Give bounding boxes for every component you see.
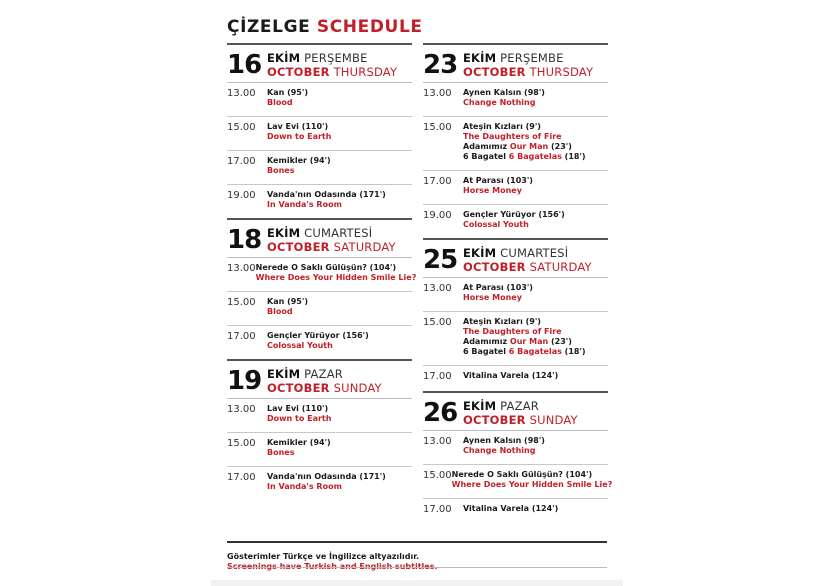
screening-time: 13.00 — [227, 263, 256, 274]
weekday-english: SATURDAY — [529, 260, 592, 274]
month-english: OCTOBER — [267, 381, 330, 395]
film-title-english: Our Man — [509, 337, 549, 346]
screening-row — [227, 258, 417, 292]
screening-row — [227, 83, 412, 117]
screening-time: 15.00 — [227, 122, 256, 133]
film-title-english: Change Nothing — [463, 446, 536, 455]
day-label-turkish — [267, 51, 397, 65]
screening-row — [423, 171, 608, 205]
day-label-english — [267, 240, 396, 254]
screening-time: 15.00 — [423, 470, 452, 481]
weekday-english: THURSDAY — [333, 65, 398, 79]
screening-time: 17.00 — [227, 472, 256, 483]
film-line — [267, 438, 331, 448]
film-line — [463, 347, 586, 357]
month-english: OCTOBER — [267, 240, 330, 254]
film-line — [267, 404, 331, 414]
day-label-turkish — [267, 367, 382, 381]
month-english: OCTOBER — [463, 65, 526, 79]
screening-row — [227, 326, 412, 359]
film-title-english: Horse Money — [463, 186, 522, 195]
left-column — [227, 43, 417, 500]
film-line — [267, 88, 308, 98]
screening-films — [463, 371, 558, 383]
footer-note-english: Screenings have Turkish and English subtitles. — [227, 562, 438, 571]
month-turkish: EKİM — [267, 226, 301, 240]
weekday-english: SUNDAY — [529, 413, 578, 427]
film-title-turkish: Vanda'nın Odasında (171') — [267, 190, 386, 199]
film-line — [463, 337, 586, 347]
bottom-band — [211, 580, 623, 586]
film-title-turkish: At Parası (103') — [463, 176, 533, 185]
day-label-english — [463, 260, 592, 274]
film-line — [463, 446, 545, 456]
film-line — [267, 200, 386, 210]
day-block — [423, 238, 608, 391]
screening-row — [423, 312, 608, 366]
film-title-turkish: Aynen Kalsın (98') — [463, 88, 545, 97]
film-line — [463, 176, 533, 186]
screening-time: 13.00 — [423, 88, 452, 99]
film-line — [463, 220, 565, 230]
film-line — [267, 122, 331, 132]
film-title-turkish: Vanda'nın Odasında (171') — [267, 472, 386, 481]
film-line — [463, 210, 565, 220]
film-line — [452, 480, 613, 490]
day-labels — [463, 397, 578, 427]
day-label-english — [267, 65, 397, 79]
day-number: 16 — [227, 50, 262, 80]
screening-time: 13.00 — [227, 88, 256, 99]
screening-row — [423, 366, 608, 391]
film-line — [256, 273, 417, 283]
film-title-english: Where Does Your Hidden Smile Lie? — [255, 273, 417, 282]
screening-films — [267, 88, 308, 108]
film-line — [463, 142, 586, 152]
film-title-turkish: Ateşin Kızları (9') — [463, 122, 541, 131]
screening-films — [463, 176, 533, 196]
film-line — [267, 297, 308, 307]
screening-films — [267, 472, 386, 492]
day-header — [423, 240, 608, 278]
film-line — [463, 283, 533, 293]
film-title-english: Our Man — [509, 142, 549, 151]
screening-time: 17.00 — [423, 371, 452, 382]
day-block — [423, 43, 608, 238]
film-line — [267, 156, 331, 166]
screening-films — [267, 297, 308, 317]
film-title-turkish: 6 Bagatel — [463, 347, 509, 356]
weekday-turkish: PAZAR — [500, 399, 539, 413]
day-number: 25 — [423, 245, 458, 275]
day-label-turkish — [463, 246, 592, 260]
screening-time: 17.00 — [423, 504, 452, 515]
screening-row — [227, 433, 412, 467]
month-turkish: EKİM — [463, 246, 497, 260]
film-title-turkish: Ateşin Kızları (9') — [463, 317, 541, 326]
month-english: OCTOBER — [463, 413, 526, 427]
day-labels — [267, 365, 382, 395]
day-number: 23 — [423, 50, 458, 80]
day-header — [423, 393, 608, 431]
day-label-english — [267, 381, 382, 395]
screening-films — [463, 504, 558, 516]
screening-row — [423, 278, 608, 312]
film-line — [267, 132, 331, 142]
film-line — [267, 190, 386, 200]
day-labels — [463, 244, 592, 274]
day-number: 19 — [227, 366, 262, 396]
film-duration: (18') — [561, 347, 586, 356]
weekday-turkish: CUMARTESİ — [500, 246, 569, 260]
weekday-turkish: PERŞEMBE — [304, 51, 368, 65]
film-title-turkish: Vitalina Varela (124') — [463, 504, 559, 513]
day-block — [423, 391, 613, 524]
day-block — [227, 218, 417, 359]
film-title-turkish: Kan (95') — [267, 297, 308, 306]
screening-time: 17.00 — [227, 331, 256, 342]
screening-row — [423, 205, 608, 238]
screening-films — [256, 263, 417, 283]
screening-time: 19.00 — [227, 190, 256, 201]
screening-time: 15.00 — [423, 317, 452, 328]
screening-row — [423, 117, 608, 171]
weekday-english: SATURDAY — [333, 240, 396, 254]
weekday-turkish: PERŞEMBE — [500, 51, 564, 65]
film-title-turkish: Kemikler (94') — [267, 156, 331, 165]
film-title-english: In Vanda's Room — [267, 482, 342, 491]
film-line — [267, 472, 386, 482]
month-turkish: EKİM — [463, 51, 497, 65]
film-title-turkish: Aynen Kalsın (98') — [463, 436, 545, 445]
day-number: 18 — [227, 225, 262, 255]
film-title-turkish: 6 Bagatel — [463, 152, 509, 161]
film-line — [267, 341, 369, 351]
day-labels — [267, 224, 396, 254]
day-labels — [267, 49, 397, 79]
right-column — [423, 43, 613, 524]
screening-time: 19.00 — [423, 210, 452, 221]
screening-row — [423, 499, 608, 524]
screening-films — [267, 404, 331, 424]
screening-row — [227, 185, 412, 218]
film-line — [463, 293, 533, 303]
screening-row — [227, 117, 412, 151]
film-line — [256, 263, 417, 273]
film-title-english: 6 Bagatelas — [508, 347, 562, 356]
film-title-english: Colossal Youth — [267, 341, 333, 350]
film-line — [267, 307, 308, 317]
schedule-page — [227, 14, 613, 571]
screening-row — [227, 292, 412, 326]
film-title-english: Change Nothing — [463, 98, 536, 107]
film-title-turkish: At Parası (103') — [463, 283, 533, 292]
film-line — [463, 152, 586, 162]
day-label-english — [463, 413, 578, 427]
film-title-english: Where Does Your Hidden Smile Lie? — [451, 480, 613, 489]
screening-films — [267, 331, 369, 351]
film-line — [452, 470, 613, 480]
film-line — [267, 448, 331, 458]
film-title-english: Bones — [267, 448, 295, 457]
screening-time: 15.00 — [227, 438, 256, 449]
screening-films — [463, 436, 545, 456]
film-title-turkish: Gençler Yürüyor (156') — [463, 210, 565, 219]
screening-time: 13.00 — [423, 283, 452, 294]
title-turkish: ÇİZELGE — [227, 17, 311, 37]
screening-films — [267, 122, 331, 142]
day-header — [227, 45, 412, 83]
film-line — [463, 327, 586, 337]
screening-time: 15.00 — [423, 122, 452, 133]
film-title-english: Down to Earth — [267, 132, 332, 141]
day-block — [227, 359, 412, 500]
screening-films — [267, 438, 331, 458]
month-turkish: EKİM — [267, 367, 301, 381]
day-header — [227, 220, 412, 258]
screening-films — [463, 283, 533, 303]
film-duration: (18') — [561, 152, 586, 161]
screening-row — [227, 151, 412, 185]
film-line — [463, 504, 558, 514]
film-title-turkish: Vitalina Varela (124') — [463, 371, 559, 380]
film-title-turkish: Kan (95') — [267, 88, 308, 97]
month-english: OCTOBER — [267, 65, 330, 79]
title-english: SCHEDULE — [316, 17, 423, 37]
film-line — [267, 166, 331, 176]
film-title-turkish: Nerede O Saklı Gülüşün? (104') — [451, 470, 593, 479]
weekday-turkish: CUMARTESİ — [304, 226, 373, 240]
screening-films — [463, 122, 586, 162]
day-number: 26 — [423, 398, 458, 428]
film-title-turkish: Adamımız — [463, 142, 510, 151]
film-title-english: Blood — [267, 98, 293, 107]
film-line — [463, 371, 558, 381]
day-block — [227, 43, 412, 218]
film-title-english: Down to Earth — [267, 414, 332, 423]
screening-time: 17.00 — [423, 176, 452, 187]
film-line — [463, 88, 545, 98]
day-header — [423, 45, 608, 83]
film-line — [267, 414, 331, 424]
screening-films — [267, 156, 331, 176]
page-title — [227, 14, 607, 40]
screening-films — [463, 88, 545, 108]
film-line — [267, 482, 386, 492]
film-title-turkish: Lav Evi (110') — [267, 122, 329, 131]
film-title-english: Blood — [267, 307, 293, 316]
screening-row — [227, 399, 412, 433]
film-title-english: Bones — [267, 166, 295, 175]
month-turkish: EKİM — [267, 51, 301, 65]
weekday-english: THURSDAY — [529, 65, 594, 79]
screening-time: 13.00 — [227, 404, 256, 415]
film-title-turkish: Lav Evi (110') — [267, 404, 329, 413]
screening-row — [423, 83, 608, 117]
day-header — [227, 361, 412, 399]
weekday-turkish: PAZAR — [304, 367, 343, 381]
film-line — [463, 186, 533, 196]
screening-time: 17.00 — [227, 156, 256, 167]
day-label-turkish — [463, 51, 593, 65]
film-title-turkish: Kemikler (94') — [267, 438, 331, 447]
screening-films — [452, 470, 613, 490]
film-duration: (23') — [548, 337, 572, 346]
film-line — [463, 132, 586, 142]
film-duration: (23') — [548, 142, 572, 151]
film-title-english: The Daughters of Fire — [463, 327, 562, 336]
film-line — [267, 98, 308, 108]
film-title-english: Colossal Youth — [463, 220, 529, 229]
film-title-turkish: Gençler Yürüyor (156') — [267, 331, 369, 340]
film-title-english: Horse Money — [463, 293, 522, 302]
screening-time: 13.00 — [423, 436, 452, 447]
film-line — [463, 122, 586, 132]
film-title-turkish: Adamımız — [463, 337, 510, 346]
day-label-turkish — [463, 399, 578, 413]
screening-time: 15.00 — [227, 297, 256, 308]
screening-films — [267, 190, 386, 210]
screening-films — [463, 317, 586, 357]
footer-divider — [227, 567, 607, 568]
film-title-english: In Vanda's Room — [267, 200, 342, 209]
film-line — [463, 317, 586, 327]
screening-films — [463, 210, 565, 230]
month-english: OCTOBER — [463, 260, 526, 274]
day-label-english — [463, 65, 593, 79]
film-line — [267, 331, 369, 341]
footer-note-turkish: Gösterimler Türkçe ve İngilizce altyazılıdır. — [227, 552, 420, 561]
film-title-english: 6 Bagatelas — [508, 152, 562, 161]
film-title-english: The Daughters of Fire — [463, 132, 562, 141]
screening-row — [227, 467, 412, 500]
film-line — [463, 436, 545, 446]
month-turkish: EKİM — [463, 399, 497, 413]
day-label-turkish — [267, 226, 396, 240]
screening-row — [423, 465, 613, 499]
film-title-turkish: Nerede O Saklı Gülüşün? (104') — [255, 263, 397, 272]
film-line — [463, 98, 545, 108]
weekday-english: SUNDAY — [333, 381, 382, 395]
screening-row — [423, 431, 608, 465]
day-labels — [463, 49, 593, 79]
